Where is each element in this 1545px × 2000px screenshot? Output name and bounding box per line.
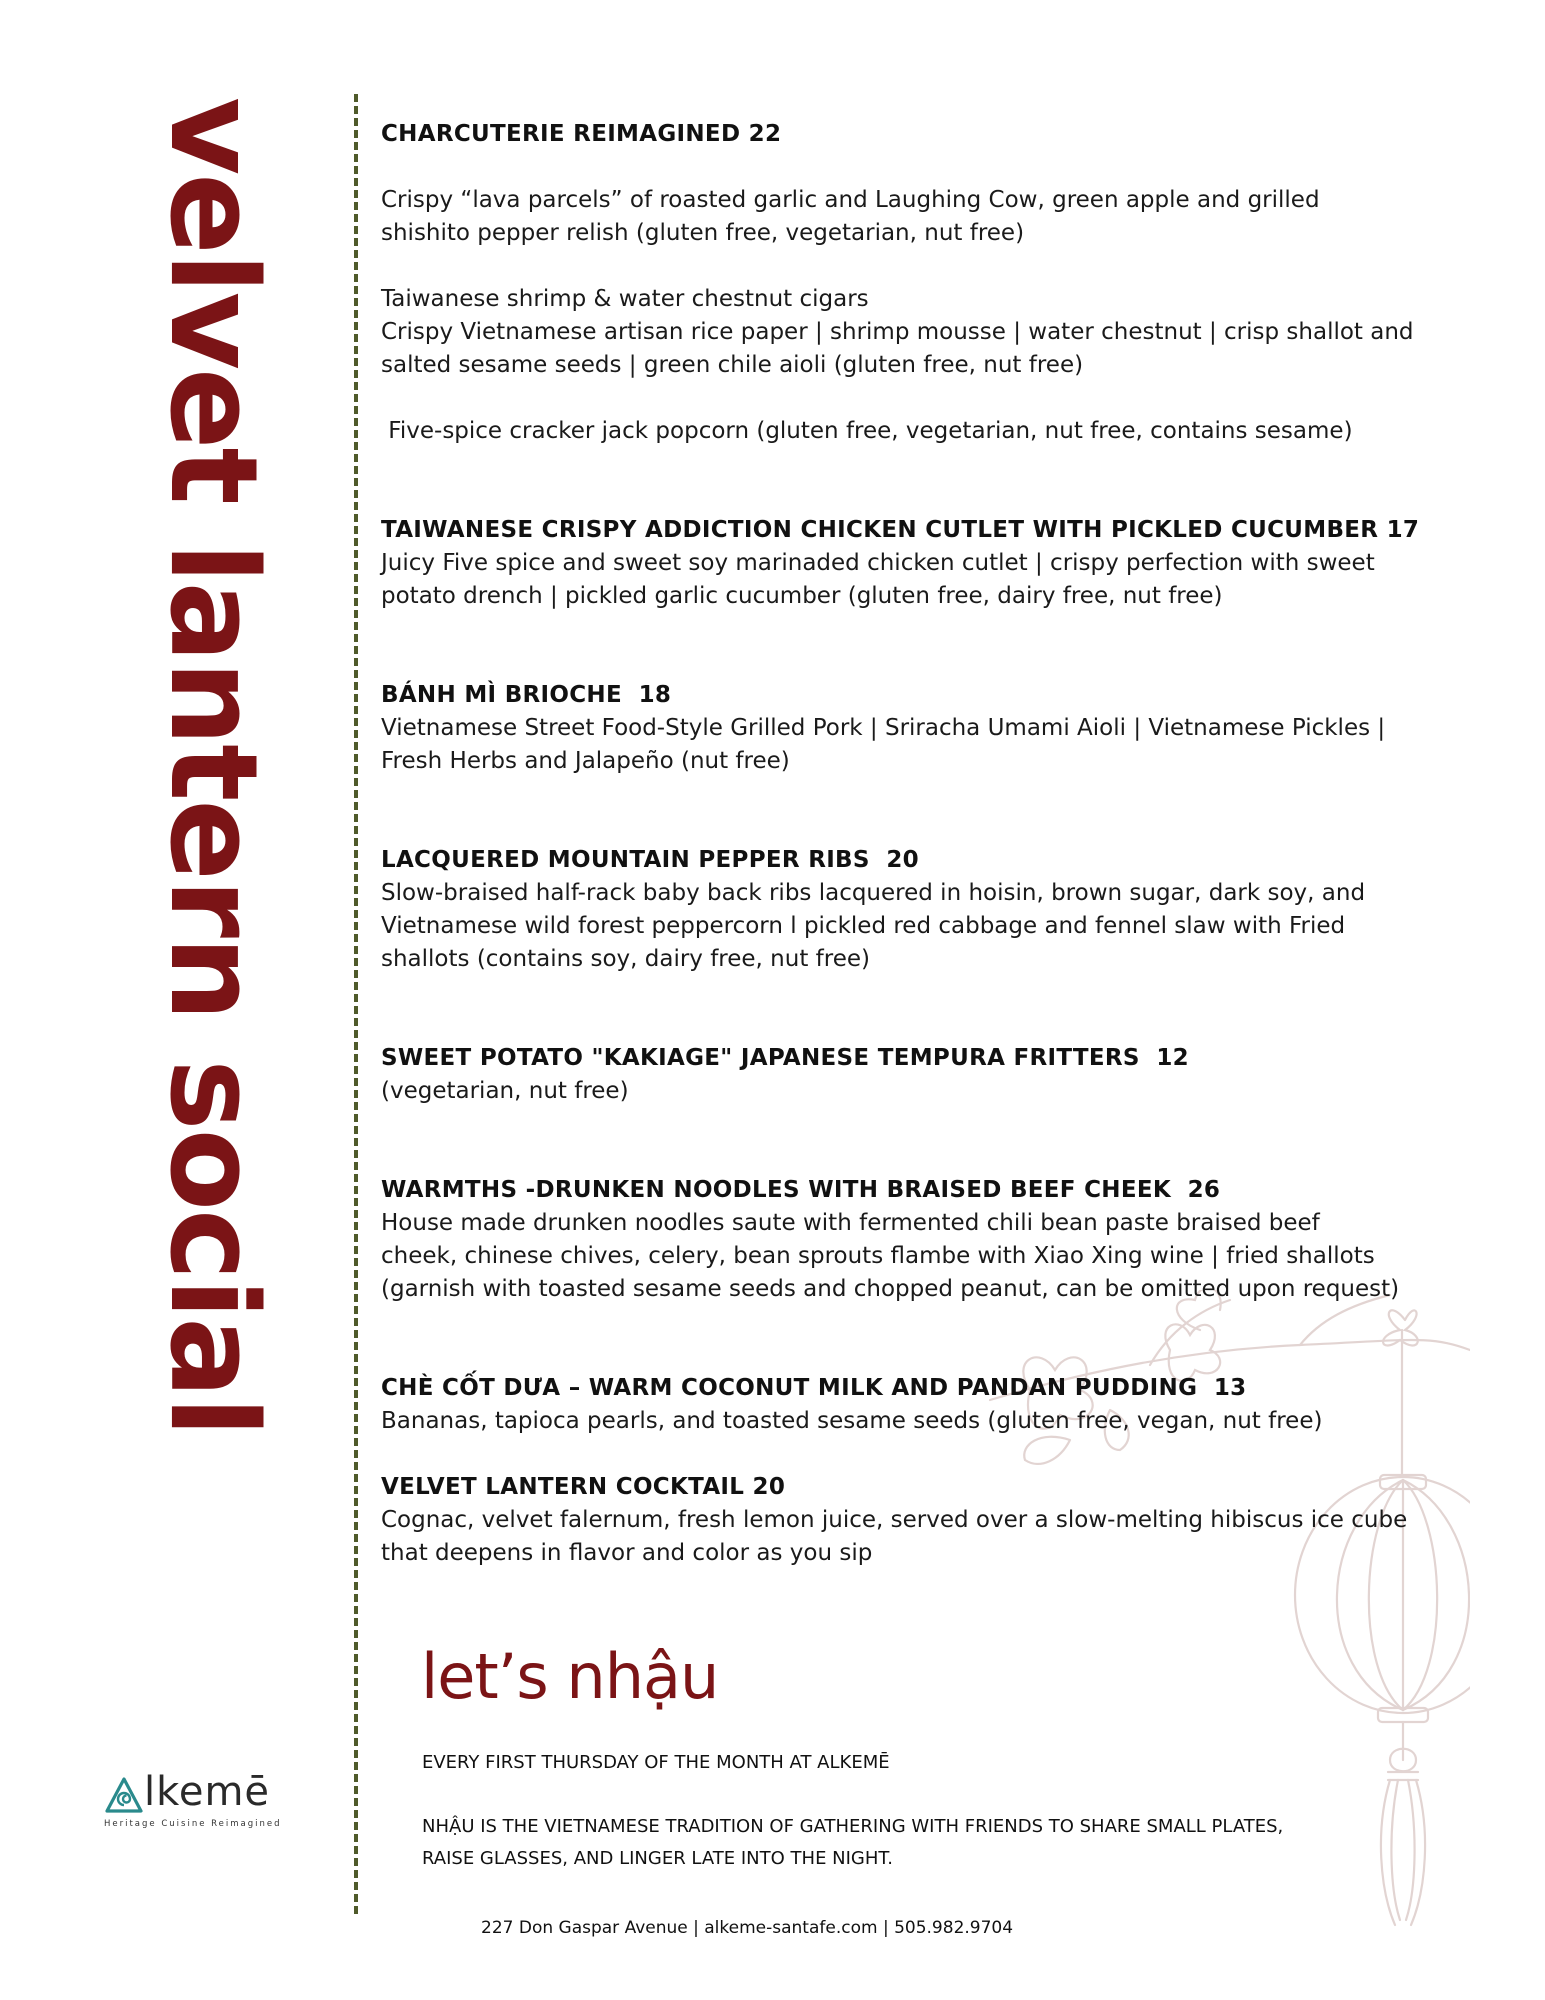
menu-item-title: SWEET POTATO "KAKIAGE" JAPANESE TEMPURA FRITTERS 12 xyxy=(381,1045,1189,1071)
menu-item xyxy=(381,1174,1461,1306)
menu-item xyxy=(381,118,1461,448)
menu-item-line: Five-spice cracker jack popcorn (gluten free, vegetarian, nut free, contains sesame) xyxy=(381,418,1353,444)
menu-item-line: that deepens in flavor and color as you sip xyxy=(381,1540,873,1566)
menu-item-title: LACQUERED MOUNTAIN PEPPER RIBS 20 xyxy=(381,847,919,873)
menu-item-line: Cognac, velvet falernum, fresh lemon juice, served over a slow-melting hibiscus ice cube xyxy=(381,1507,1408,1533)
menu-item xyxy=(381,844,1461,976)
menu-item xyxy=(381,1372,1461,1438)
menu-item-line: cheek, chinese chives, celery, bean sprouts flambe with Xiao Xing wine | fried shallots xyxy=(381,1243,1375,1269)
menu-item-line: Juicy Five spice and sweet soy marinaded chicken cutlet | crispy perfection with sweet xyxy=(381,550,1375,576)
menu-item xyxy=(381,514,1461,613)
menu-list xyxy=(381,118,1461,1570)
menu-item-line: Fresh Herbs and Jalapeño (nut free) xyxy=(381,748,790,774)
brand-title-text: velvet lantern social xyxy=(143,97,282,1436)
menu-item-line: potato drench | pickled garlic cucumber (gluten free, dairy free, nut free) xyxy=(381,583,1223,609)
menu-item-line: Crispy “lava parcels” of roasted garlic and Laughing Cow, green apple and grilled xyxy=(381,187,1320,213)
menu-item xyxy=(381,1042,1461,1108)
alkeme-logo-mark-icon xyxy=(104,1775,144,1815)
menu-item-line: House made drunken noodles saute with fermented chili bean paste braised beef xyxy=(381,1210,1320,1236)
dashed-divider xyxy=(354,94,358,1914)
menu-item-title: WARMTHS -DRUNKEN NOODLES WITH BRAISED BEEF CHEEK 26 xyxy=(381,1177,1221,1203)
nhau-description-line: NHẬU IS THE VIETNAMESE TRADITION OF GATHERING WITH FRIENDS TO SHARE SMALL PLATES, xyxy=(422,1816,1284,1837)
menu-item-title: TAIWANESE CRISPY ADDICTION CHICKEN CUTLET WITH PICKLED CUCUMBER 17 xyxy=(381,517,1420,543)
nhau-description-line: RAISE GLASSES, AND LINGER LATE INTO THE NIGHT. xyxy=(422,1848,893,1869)
menu-item-line: salted sesame seeds | green chile aioli (gluten free, nut free) xyxy=(381,352,1084,378)
menu-item-line: Slow-braised half-rack baby back ribs lacquered in hoisin, brown sugar, dark soy, and xyxy=(381,880,1366,906)
menu-item-line: Taiwanese shrimp & water chestnut cigars xyxy=(381,286,869,312)
menu-item xyxy=(381,679,1461,778)
menu-item-title: CHARCUTERIE REIMAGINED 22 xyxy=(381,121,782,147)
menu-item-line: Vietnamese Street Food-Style Grilled Pork | Sriracha Umami Aioli | Vietnamese Pickles | xyxy=(381,715,1386,741)
menu-item-title: CHÈ CỐT DƯA – WARM COCONUT MILK AND PANDAN PUDDING 13 xyxy=(381,1375,1247,1401)
logo-wordmark: lkemē xyxy=(144,1769,271,1815)
menu-item-line: (garnish with toasted sesame seeds and chopped peanut, can be omitted upon request) xyxy=(381,1276,1400,1302)
menu-item-line: (vegetarian, nut free) xyxy=(381,1078,629,1104)
nhau-heading: let’s nhậu xyxy=(421,1640,719,1713)
menu-item-title: BÁNH MÌ BRIOCHE 18 xyxy=(381,682,672,708)
menu-item xyxy=(381,1471,1461,1570)
menu-item-line: Bananas, tapioca pearls, and toasted sesame seeds (gluten free, vegan, nut free) xyxy=(381,1408,1323,1434)
menu-item-title: VELVET LANTERN COCKTAIL 20 xyxy=(381,1474,786,1500)
menu-item-line: Crispy Vietnamese artisan rice paper | shrimp mousse | water chestnut | crisp shallot and xyxy=(381,319,1414,345)
menu-item-line: shallots (contains soy, dairy free, nut free) xyxy=(381,946,870,972)
menu-item-line: Vietnamese wild forest peppercorn l pickled red cabbage and fennel slaw with Fried xyxy=(381,913,1346,939)
alkeme-logo xyxy=(104,1769,300,1835)
menu-item-line: shishito pepper relish (gluten free, vegetarian, nut free) xyxy=(381,220,1025,246)
footer-contact: 227 Don Gaspar Avenue | alkeme-santafe.com | 505.982.9704 xyxy=(481,1918,1014,1938)
nhau-schedule: EVERY FIRST THURSDAY OF THE MONTH AT ALKEMĒ xyxy=(422,1752,890,1773)
logo-tagline: Heritage Cuisine Reimagined xyxy=(104,1819,282,1829)
